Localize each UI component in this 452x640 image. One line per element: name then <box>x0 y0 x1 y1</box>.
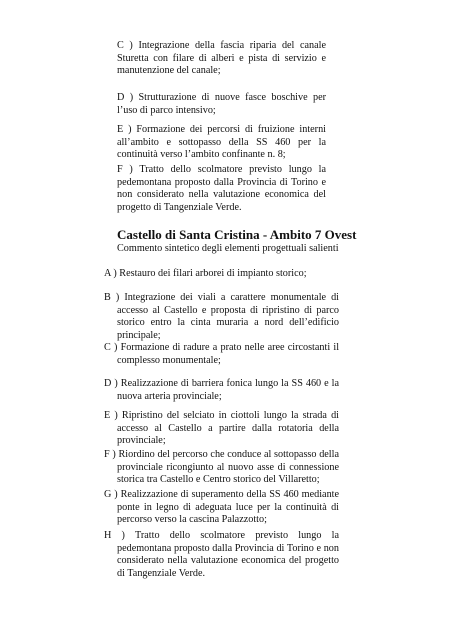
item-letter: E ) <box>104 410 118 421</box>
section-item-e <box>104 410 339 448</box>
item-text: Restauro dei filari arborei di impianto storico; <box>119 268 307 279</box>
item-letter: A ) <box>104 268 117 279</box>
item-letter: C ) <box>117 40 133 51</box>
section-item-h <box>104 530 339 580</box>
item-text: Integrazione dei viali a carattere monumentale di accesso al Castello e proposta di ripristino di parco storico entro la cinta muraria a nord dell’edificio principale; <box>117 292 340 341</box>
intro-item-c <box>117 40 326 78</box>
intro-item-d <box>117 92 326 117</box>
item-text: Formazione di radure a prato nelle aree circostanti il complesso monumentale; <box>117 342 340 366</box>
item-text: Riordino del percorso che conduce al sottopasso della provinciale ricongiunto al nuovo asse di connessione storica tra Castello e Centro storico del Villaretto; <box>117 449 339 486</box>
item-letter: F ) <box>104 449 116 460</box>
item-text: Realizzazione di barriera fonica lungo la SS 460 e la nuova arteria provinciale; <box>117 378 340 402</box>
item-letter: F ) <box>117 164 133 175</box>
item-letter: D ) <box>117 92 134 103</box>
section-item-g <box>104 489 339 527</box>
item-letter: C ) <box>104 342 118 353</box>
section-item-a <box>104 268 339 281</box>
section-item-b <box>104 292 339 342</box>
section-item-c <box>104 342 339 367</box>
section-subtitle: Commento sintetico degli elementi progettuali salienti <box>117 243 339 254</box>
item-text: Ripristino del selciato in ciottoli lungo la strada di accesso al Castello a partire dalla rotatoria della provinciale; <box>117 410 339 447</box>
intro-item-f <box>117 164 326 214</box>
item-text: Strutturazione di nuove fasce boschive per l’uso di parco intensivo; <box>117 92 327 116</box>
item-text: Tratto dello scolmatore previsto lungo la pedemontana proposto dalla Provincia di Torino e non considerato nella valutazione economica del progetto di Tangenziale Verde. <box>117 530 340 579</box>
item-letter: G ) <box>104 489 118 500</box>
item-text: Integrazione della fascia riparia del canale Sturetta con filare di alberi e pista di servizio e manutenzione del canale; <box>117 40 327 77</box>
item-text: Formazione dei percorsi di fruizione interni all’ambito e sottopasso della SS 460 per la continuità verso l’ambito confinante n. 8; <box>117 124 326 161</box>
section-item-f <box>104 449 339 487</box>
section-title: Castello di Santa Cristina - Ambito 7 Ovest <box>117 227 357 242</box>
section-item-d <box>104 378 339 403</box>
item-letter: B ) <box>104 292 120 303</box>
item-letter: D ) <box>104 378 118 389</box>
item-text: Realizzazione di superamento della SS 460 mediante ponte in legno di adeguata luce per la continuità di percorso verso la cascina Palazzotto; <box>117 489 340 526</box>
intro-item-e <box>117 124 326 162</box>
item-letter: H ) <box>104 530 125 541</box>
item-letter: E ) <box>117 124 132 135</box>
item-text: Tratto dello scolmatore previsto lungo la pedemontana proposto dalla Provincia di Torino e non considerato nella valutazione economica del progetto di Tangenziale Verde. <box>117 164 326 213</box>
